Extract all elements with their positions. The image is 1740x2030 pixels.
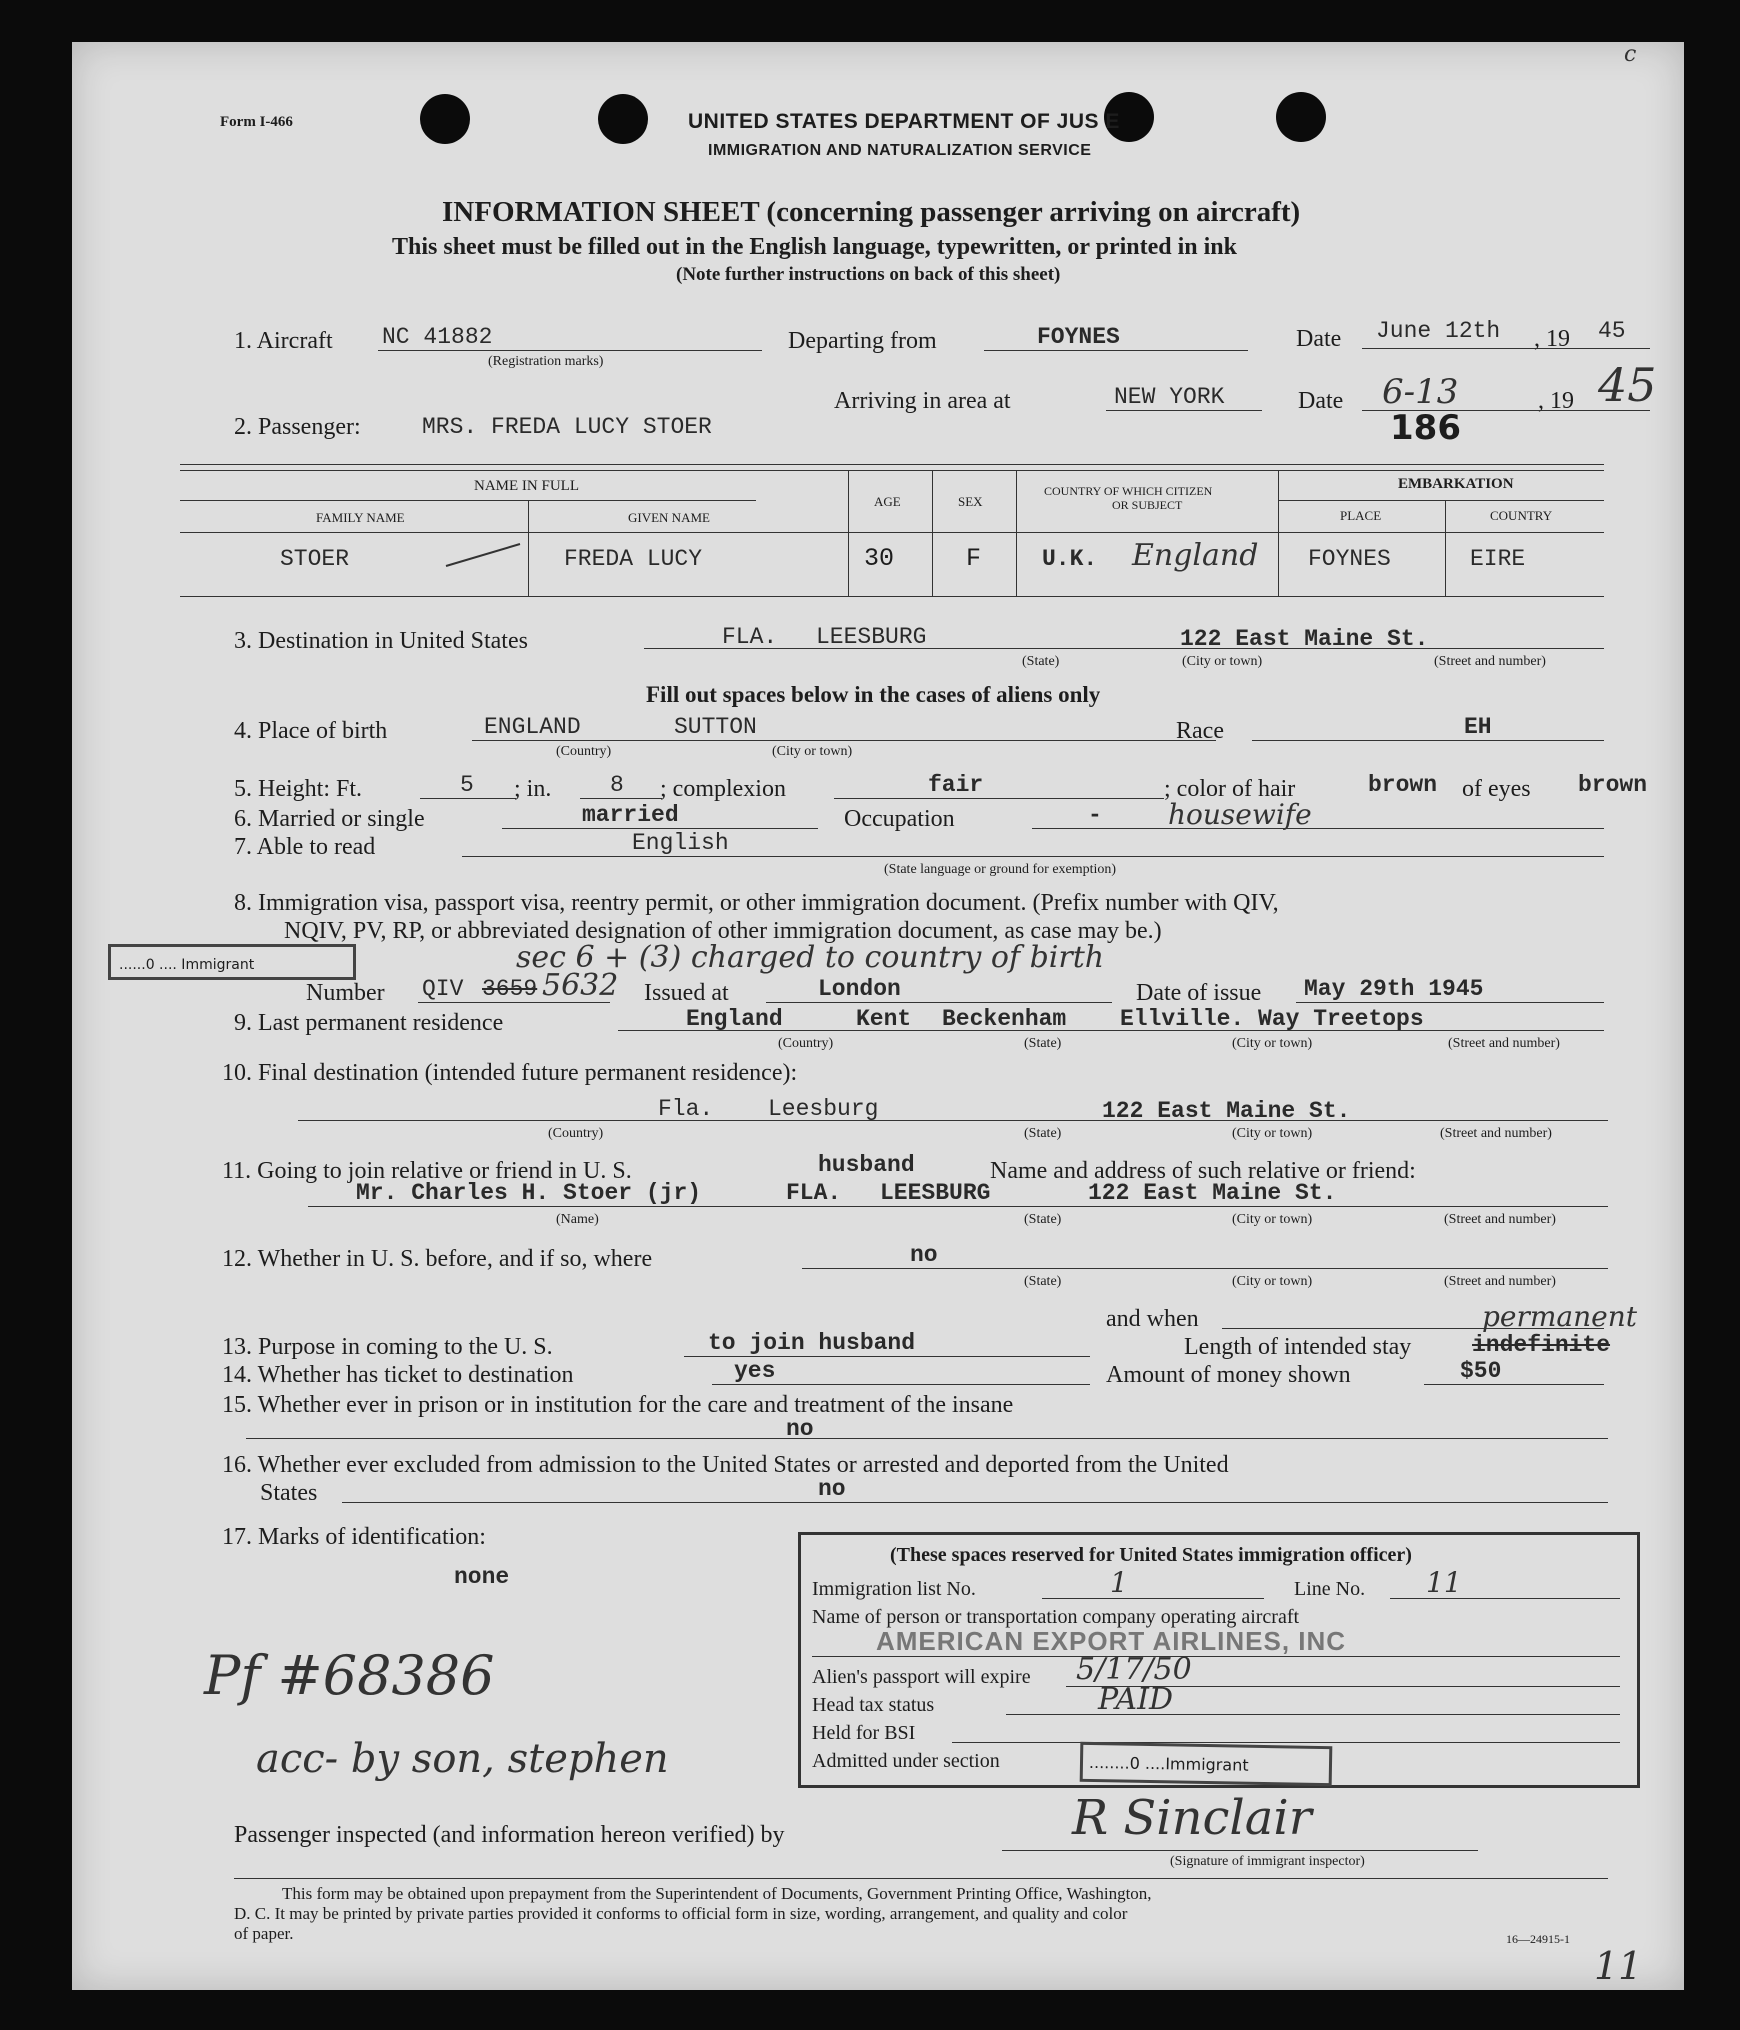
final-street-caption: (Street and number) bbox=[1440, 1126, 1552, 1141]
name-in-full-header: NAME IN FULL bbox=[474, 478, 579, 494]
birth-country: ENGLAND bbox=[484, 714, 581, 740]
height-inches: 8 bbox=[610, 772, 624, 798]
language-caption: (State language or ground for exemption) bbox=[884, 862, 1117, 877]
inches-label: ; in. bbox=[514, 776, 552, 802]
officer-box-heading: (These spaces reserved for United States immigration officer) bbox=[890, 1544, 1412, 1566]
immigration-list-value: 1 bbox=[1110, 1566, 1128, 1599]
form-note: (Note further instructions on back of this sheet) bbox=[676, 264, 1061, 285]
family-name-value: STOER bbox=[280, 546, 350, 572]
given-name-header: GIVEN NAME bbox=[628, 510, 710, 525]
sex-value: F bbox=[966, 544, 982, 573]
registration-caption: (Registration marks) bbox=[488, 354, 604, 369]
before-city-caption: (City or town) bbox=[1232, 1274, 1313, 1289]
residence-street-caption: (Street and number) bbox=[1448, 1036, 1560, 1051]
height-label: 5. Height: Ft. bbox=[234, 776, 363, 802]
before-label: 12. Whether in U. S. before, and if so, where bbox=[222, 1246, 653, 1272]
residence-state-caption: (State) bbox=[1024, 1036, 1062, 1051]
stay-label: Length of intended stay bbox=[1184, 1334, 1412, 1360]
arriving-value: NEW YORK bbox=[1114, 384, 1225, 410]
arrival-year-prefix: , 19 bbox=[1538, 388, 1574, 414]
residence-street: Ellville. Way Treetops bbox=[1120, 1006, 1424, 1032]
immigration-list-label: Immigration list No. bbox=[812, 1578, 976, 1600]
check-mark bbox=[444, 540, 524, 570]
prison-label: 15. Whether ever in prison or in institution for the care and treatment of the insane bbox=[222, 1392, 1014, 1418]
aliens-only-heading: Fill out spaces below in the cases of aliens only bbox=[646, 682, 1101, 707]
residence-country: England bbox=[686, 1006, 783, 1032]
operator-label: Name of person or transportation company operating aircraft bbox=[812, 1606, 1300, 1628]
occupation-handwritten: housewife bbox=[1168, 798, 1312, 831]
punch-hole bbox=[598, 94, 648, 144]
passport-expire-label: Alien's passport will expire bbox=[812, 1666, 1031, 1688]
departure-year: 45 bbox=[1598, 318, 1626, 344]
residence-state: Kent bbox=[856, 1006, 912, 1032]
line-no-label: Line No. bbox=[1294, 1578, 1366, 1600]
read-value: English bbox=[632, 830, 729, 856]
date-label: Date bbox=[1296, 326, 1342, 352]
admitted-label: Admitted under section bbox=[812, 1750, 1000, 1772]
footer-line-3: of paper. bbox=[234, 1924, 294, 1943]
excluded-label-2: States bbox=[260, 1480, 318, 1506]
departure-year-prefix: , 19 bbox=[1534, 326, 1570, 352]
final-state: Leesburg bbox=[768, 1096, 879, 1122]
street-caption: (Street and number) bbox=[1434, 654, 1546, 669]
marks-value: none bbox=[454, 1564, 510, 1590]
final-street: 122 East Maine St. bbox=[1102, 1098, 1351, 1124]
form-number: Form I-466 bbox=[220, 114, 293, 130]
inspector-signature: R Sinclair bbox=[1072, 1790, 1312, 1846]
name-address-label: Name and address of such relative or friend: bbox=[990, 1158, 1416, 1184]
destination-city: LEESBURG bbox=[816, 624, 927, 650]
inspected-label: Passenger inspected (and information hereon verified) by bbox=[234, 1822, 785, 1848]
country-caption: (Country) bbox=[556, 744, 612, 759]
aircraft-value: NC 41882 bbox=[382, 324, 493, 350]
citizen-value: U.K. bbox=[1042, 546, 1098, 572]
age-value: 30 bbox=[864, 544, 895, 573]
arrival-date-label: Date bbox=[1298, 388, 1344, 414]
operator-stamp: AMERICAN EXPORT AIRLINES, INC bbox=[876, 1626, 1347, 1656]
complexion-value: fair bbox=[928, 772, 984, 798]
number-label: Number bbox=[306, 980, 385, 1006]
country-header: COUNTRY bbox=[1490, 508, 1553, 523]
document-handwritten-note: sec 6 + (3) charged to country of birth bbox=[516, 940, 1105, 975]
hair-value: brown bbox=[1368, 772, 1438, 798]
stay-handwritten: permanent bbox=[1482, 1300, 1638, 1333]
residence-city: Beckenham bbox=[942, 1006, 1067, 1032]
service-name: IMMIGRATION AND NATURALIZATION SERVICE bbox=[708, 142, 1092, 159]
department-name: UNITED STATES DEPARTMENT OF JUS E bbox=[688, 110, 1120, 133]
money-label: Amount of money shown bbox=[1106, 1362, 1351, 1388]
place-header: PLACE bbox=[1340, 508, 1382, 523]
age-header: AGE bbox=[874, 494, 901, 509]
city-caption: (City or town) bbox=[1182, 654, 1263, 669]
pf-handwritten: Pf #68386 bbox=[204, 1644, 495, 1707]
before-value: no bbox=[910, 1242, 938, 1268]
relative-street: 122 East Maine St. bbox=[1088, 1180, 1337, 1206]
embarkation-place-value: FOYNES bbox=[1308, 546, 1391, 572]
number-struck: 3659 bbox=[482, 976, 538, 1002]
excluded-value: no bbox=[818, 1476, 846, 1502]
line-no-value: 11 bbox=[1426, 1566, 1462, 1599]
family-name-header: FAMILY NAME bbox=[316, 510, 405, 525]
final-state-caption: (State) bbox=[1024, 1126, 1062, 1141]
form-code: 16—24915-1 bbox=[1506, 1932, 1570, 1946]
citizen-handwritten: England bbox=[1132, 538, 1259, 573]
form-title: INFORMATION SHEET (concerning passenger arriving on aircraft) bbox=[442, 196, 1301, 228]
complexion-label: ; complexion bbox=[660, 776, 786, 802]
corner-mark: c bbox=[1624, 42, 1637, 67]
state-caption: (State) bbox=[1022, 654, 1060, 669]
married-label: 6. Married or single bbox=[234, 806, 425, 832]
departing-value: FOYNES bbox=[1037, 324, 1120, 350]
occupation-dash: - bbox=[1088, 802, 1102, 828]
final-city-caption: (City or town) bbox=[1232, 1126, 1313, 1141]
aircraft-label: 1. Aircraft bbox=[234, 328, 333, 354]
arrival-date: 6-13 bbox=[1382, 372, 1459, 412]
document-label: 8. Immigration visa, passport visa, reentry permit, or other immigration document. (Prefix number with QIV, bbox=[234, 890, 1279, 916]
immigrant-stamp: ......0 .... Immigrant bbox=[108, 944, 356, 980]
eyes-value: brown bbox=[1578, 772, 1648, 798]
married-value: married bbox=[582, 802, 679, 828]
relative-city-caption: (City or town) bbox=[1232, 1212, 1313, 1227]
arrival-stamp-number: 186 bbox=[1390, 408, 1461, 448]
relative-state: FLA. bbox=[786, 1180, 842, 1206]
arrival-year: 45 bbox=[1598, 358, 1657, 412]
marks-label: 17. Marks of identification: bbox=[222, 1524, 486, 1550]
before-state-caption: (State) bbox=[1024, 1274, 1062, 1289]
height-feet: 5 bbox=[460, 772, 474, 798]
stay-struck: indefinite bbox=[1472, 1332, 1611, 1358]
form-instruction: This sheet must be filled out in the English language, typewritten, or printed in ink bbox=[392, 234, 1237, 260]
ticket-value: yes bbox=[734, 1358, 776, 1384]
punch-hole bbox=[420, 94, 470, 144]
residence-country-caption: (Country) bbox=[778, 1036, 834, 1051]
number-handwritten: 5632 bbox=[542, 968, 619, 1003]
given-name-value: FREDA LUCY bbox=[564, 546, 703, 572]
head-tax-value: PAID bbox=[1098, 1682, 1173, 1717]
head-tax-label: Head tax status bbox=[812, 1694, 935, 1716]
join-label: 11. Going to join relative or friend in U. S. bbox=[222, 1158, 632, 1184]
number-prefix: QIV bbox=[422, 976, 464, 1002]
and-when-label: and when bbox=[1106, 1306, 1199, 1332]
destination-state: FLA. bbox=[722, 624, 778, 650]
date-issue-label: Date of issue bbox=[1136, 980, 1262, 1006]
date-issue-value: May 29th 1945 bbox=[1304, 976, 1484, 1002]
footer-line-1: This form may be obtained upon prepayment from the Superintendent of Documents, Government Printing Office, Washington, bbox=[282, 1884, 1152, 1903]
relation-value: husband bbox=[818, 1152, 915, 1178]
read-label: 7. Able to read bbox=[234, 834, 376, 860]
purpose-label: 13. Purpose in coming to the U. S. bbox=[222, 1334, 553, 1360]
birth-city-caption: (City or town) bbox=[772, 744, 853, 759]
issued-at-label: Issued at bbox=[644, 980, 729, 1006]
birthplace-label: 4. Place of birth bbox=[234, 718, 388, 744]
money-value: $50 bbox=[1460, 1358, 1502, 1384]
final-country-caption: (Country) bbox=[548, 1126, 604, 1141]
form-sheet bbox=[72, 42, 1684, 1990]
relative-name: Mr. Charles H. Stoer (jr) bbox=[356, 1180, 702, 1206]
citizen-header-2: OR SUBJECT bbox=[1112, 498, 1183, 512]
race-label: Race bbox=[1176, 718, 1224, 744]
race-value: EH bbox=[1464, 714, 1492, 740]
relative-name-caption: (Name) bbox=[556, 1212, 599, 1227]
before-street-caption: (Street and number) bbox=[1444, 1274, 1556, 1289]
passenger-label: 2. Passenger: bbox=[234, 414, 361, 440]
sex-header: SEX bbox=[958, 494, 983, 509]
citizen-header: COUNTRY OF WHICH CITIZEN bbox=[1044, 484, 1213, 498]
excluded-label: 16. Whether ever excluded from admission to the United States or arrested and deported from the United bbox=[222, 1452, 1229, 1478]
final-country: Fla. bbox=[658, 1096, 714, 1122]
passenger-value: MRS. FREDA LUCY STOER bbox=[422, 414, 712, 440]
passport-expire-value: 5/17/50 bbox=[1076, 1652, 1192, 1687]
arriving-label: Arriving in area at bbox=[834, 388, 1011, 414]
final-destination-label: 10. Final destination (intended future permanent residence): bbox=[222, 1060, 798, 1086]
acc-handwritten: acc- by son, stephen bbox=[256, 1736, 669, 1782]
prison-value: no bbox=[786, 1416, 814, 1442]
occupation-label: Occupation bbox=[844, 806, 955, 832]
departure-date: June 12th bbox=[1376, 318, 1501, 344]
corner-handwritten: 11 bbox=[1594, 1944, 1643, 1988]
destination-street: 122 East Maine St. bbox=[1180, 626, 1429, 652]
held-bsi-label: Held for BSI bbox=[812, 1722, 916, 1744]
birth-city: SUTTON bbox=[674, 714, 757, 740]
punch-hole bbox=[1276, 92, 1326, 142]
residence-label: 9. Last permanent residence bbox=[234, 1010, 504, 1036]
relative-street-caption: (Street and number) bbox=[1444, 1212, 1556, 1227]
admitted-stamp: ........0 ....Immigrant bbox=[1080, 1742, 1333, 1786]
signature-caption: (Signature of immigrant inspector) bbox=[1170, 1854, 1365, 1869]
eyes-label: of eyes bbox=[1462, 776, 1531, 802]
embarkation-header: EMBARKATION bbox=[1398, 476, 1514, 492]
residence-city-caption: (City or town) bbox=[1232, 1036, 1313, 1051]
hair-label: ; color of hair bbox=[1164, 776, 1296, 802]
purpose-value: to join husband bbox=[708, 1330, 916, 1356]
issued-at-value: London bbox=[818, 976, 901, 1002]
destination-label: 3. Destination in United States bbox=[234, 628, 528, 654]
footer-line-2: D. C. It may be printed by private parties provided it conforms to official form in size, wording, arrangement, and quality and color bbox=[234, 1904, 1128, 1923]
document-label-2: NQIV, PV, RP, or abbreviated designation of other immigration document, as case may be.) bbox=[284, 918, 1162, 944]
departing-label: Departing from bbox=[788, 328, 937, 354]
relative-city: LEESBURG bbox=[880, 1180, 991, 1206]
ticket-label: 14. Whether has ticket to destination bbox=[222, 1362, 574, 1388]
embarkation-country-value: EIRE bbox=[1470, 546, 1526, 572]
relative-state-caption: (State) bbox=[1024, 1212, 1062, 1227]
